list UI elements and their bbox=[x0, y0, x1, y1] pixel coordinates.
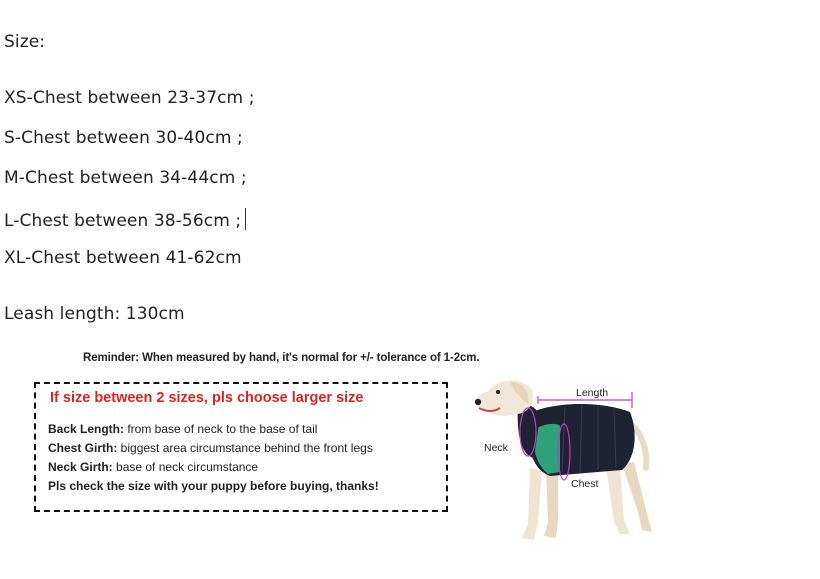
size-row-l bbox=[4, 208, 246, 231]
check-note: Pls check the size with your puppy before buying, thanks! bbox=[48, 479, 379, 493]
size-guide-title: If size between 2 sizes, pls choose larger size bbox=[50, 390, 364, 406]
neck-girth-desc: base of neck circumstance bbox=[112, 460, 259, 474]
chest-girth-line bbox=[48, 441, 373, 455]
size-heading: Size: bbox=[4, 32, 46, 52]
back-length-line bbox=[48, 422, 317, 436]
chest-label: Chest bbox=[571, 478, 599, 490]
size-guide-box bbox=[34, 382, 448, 512]
neck-girth-term: Neck Girth: bbox=[48, 460, 113, 474]
neck-label: Neck bbox=[484, 442, 508, 454]
neck-girth-line bbox=[48, 460, 258, 474]
dog-measurement-diagram bbox=[470, 372, 670, 550]
chest-girth-term: Chest Girth: bbox=[48, 441, 118, 455]
back-length-desc: from base of neck to the base of tail bbox=[124, 422, 318, 436]
leash-length: Leash length: 130cm bbox=[4, 304, 185, 324]
size-row-s: S-Chest between 30-40cm ; bbox=[4, 128, 243, 148]
size-row-xl: XL-Chest between 41-62cm bbox=[4, 248, 242, 268]
dog-illustration bbox=[470, 372, 670, 550]
length-label: Length bbox=[576, 387, 609, 399]
measurement-reminder: Reminder: When measured by hand, it's normal for +/- tolerance of 1-2cm. bbox=[83, 352, 480, 364]
size-row-l-text: L-Chest between 38-56cm ; bbox=[4, 211, 242, 231]
chest-girth-desc: biggest area circumstance behind the front legs bbox=[117, 441, 373, 455]
back-length-term: Back Length: bbox=[48, 422, 125, 436]
size-row-m: M-Chest between 34-44cm ; bbox=[4, 168, 247, 188]
text-caret bbox=[245, 208, 246, 230]
check-note-line bbox=[48, 479, 379, 493]
size-row-xs: XS-Chest between 23-37cm ; bbox=[4, 88, 255, 108]
